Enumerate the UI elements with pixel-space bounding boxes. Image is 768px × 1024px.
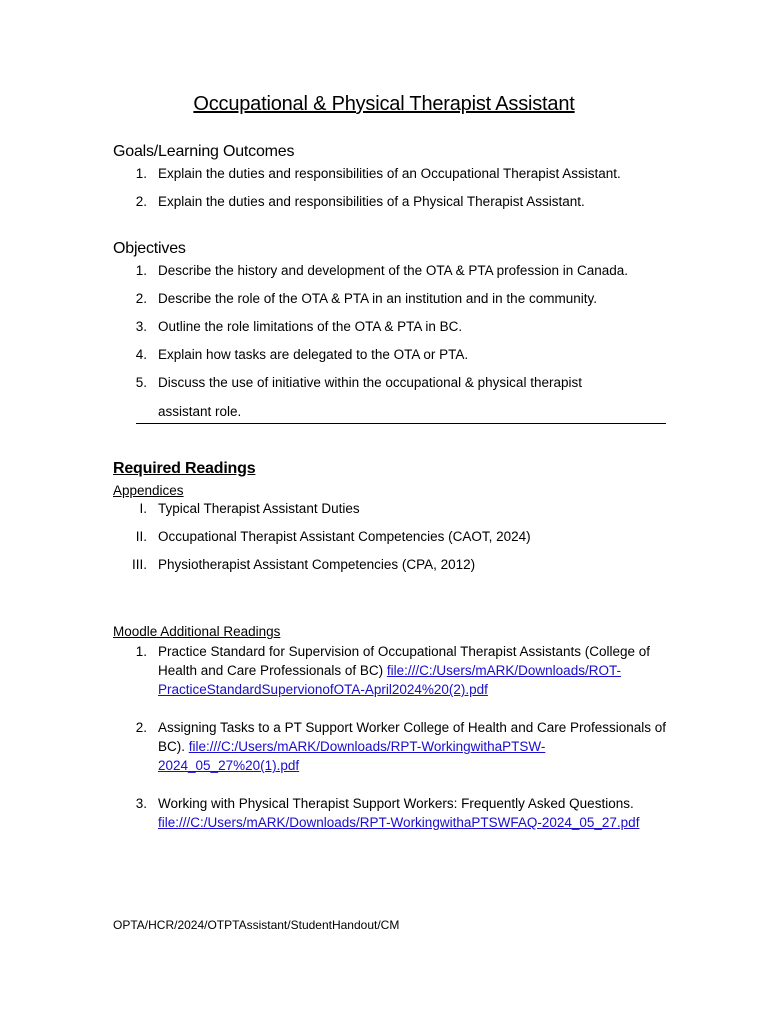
- list-item: [113, 192, 673, 211]
- objectives-heading: Objectives: [113, 240, 186, 257]
- list-item-text: Working with Physical Therapist Support Workers: Frequently Asked Questions.: [158, 796, 634, 811]
- list-item-number: 1.: [135, 263, 147, 278]
- list-item: [113, 499, 673, 518]
- moodle-readings-heading: Moodle Additional Readings: [113, 624, 281, 639]
- list-item-number: 5.: [135, 375, 147, 390]
- required-readings-heading: Required Readings: [113, 460, 256, 477]
- list-item-text: Describe the role of the OTA & PTA in an institution and in the community.: [158, 291, 597, 306]
- list-item: [113, 527, 673, 546]
- list-item-number: II.: [135, 529, 147, 544]
- list-item-text: Describe the history and development of the OTA & PTA profession in Canada.: [158, 263, 629, 278]
- reading-link[interactable]: file:///C:/Users/mARK/Downloads/RPT-WorkingwithaPTSW-2024_05_27%20(1).pdf: [158, 739, 546, 773]
- list-item: [113, 555, 673, 574]
- document-footer: OPTA/HCR/2024/OTPTAssistant/StudentHandout/CM: [113, 918, 400, 932]
- list-item-text: Occupational Therapist Assistant Competencies (CAOT, 2024): [158, 529, 531, 544]
- list-item-number: 3.: [135, 796, 147, 811]
- list-item-number: 2.: [135, 720, 147, 735]
- reading-link[interactable]: file:///C:/Users/mARK/Downloads/RPT-WorkingwithaPTSWFAQ-2024_05_27.pdf: [158, 815, 640, 830]
- appendices-heading: Appendices: [113, 483, 184, 498]
- list-item-number: 2.: [135, 291, 147, 306]
- goals-heading: Goals/Learning Outcomes: [113, 143, 295, 160]
- list-item-text: Assigning Tasks to a PT Support Worker College of Health and Care Professionals of BC).: [158, 720, 667, 754]
- moodle-readings-list: [113, 642, 673, 832]
- list-item: [113, 794, 673, 832]
- section-divider: [136, 423, 666, 424]
- list-item: [113, 164, 673, 183]
- list-item-text: Explain the duties and responsibilities of a Physical Therapist Assistant.: [158, 194, 585, 209]
- list-item: [113, 289, 673, 308]
- list-item: [113, 368, 673, 426]
- list-item: [113, 642, 673, 699]
- list-item-text: Discuss the use of initiative within the occupational & physical therapist assistant role.: [158, 375, 582, 419]
- list-item-number: III.: [131, 557, 147, 572]
- reading-link[interactable]: file:///C:/Users/mARK/Downloads/ROT-PracticeStandardSupervionofOTA-April2024%20(2).pdf: [158, 663, 621, 697]
- list-item-text: Practice Standard for Supervision of Occupational Therapist Assistants (College of Health and Care Professionals of BC): [158, 644, 651, 678]
- list-item-number: 2.: [135, 194, 147, 209]
- list-item-text: Physiotherapist Assistant Competencies (CPA, 2012): [158, 557, 476, 572]
- list-item: [113, 345, 673, 364]
- document-title: Occupational & Physical Therapist Assistant: [193, 93, 575, 115]
- list-item-text: Outline the role limitations of the OTA & PTA in BC.: [158, 319, 463, 334]
- list-item-text: Explain the duties and responsibilities of an Occupational Therapist Assistant.: [158, 166, 621, 181]
- list-item-number: 1.: [135, 644, 147, 659]
- goals-list: [113, 164, 673, 211]
- list-item-number: 3.: [135, 319, 147, 334]
- list-item: [113, 718, 673, 775]
- list-item-text: Explain how tasks are delegated to the OTA or PTA.: [158, 347, 469, 362]
- objectives-list: [113, 261, 673, 426]
- list-item: [113, 317, 673, 336]
- list-item-number: 1.: [135, 166, 147, 181]
- appendices-list: [113, 499, 673, 574]
- list-item-number: I.: [139, 501, 147, 516]
- list-item-text: Typical Therapist Assistant Duties: [158, 501, 360, 516]
- list-item: [113, 261, 673, 280]
- list-item-number: 4.: [135, 347, 147, 362]
